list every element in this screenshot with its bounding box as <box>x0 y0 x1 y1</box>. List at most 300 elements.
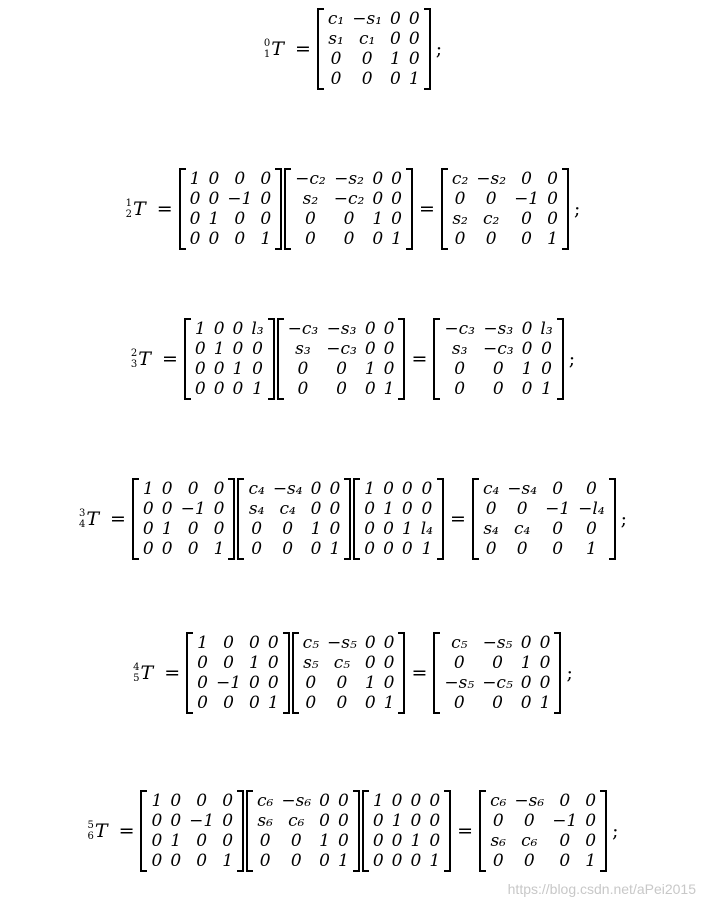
matrix-cell: −s₄ <box>507 479 538 499</box>
matrix-cell: 0 <box>454 189 466 209</box>
matrix-cell: 0 <box>196 851 208 871</box>
matrix-cell: −s₁ <box>352 9 383 29</box>
matrix-cell: 1 <box>142 479 154 499</box>
matrix-cell: 0 <box>372 189 384 209</box>
matrix-cell: c₁ <box>327 9 345 29</box>
transform-label <box>126 198 146 220</box>
matrix-cell: 0 <box>336 693 348 713</box>
equation-row <box>0 318 706 400</box>
matrix-cell: 0 <box>187 519 199 539</box>
matrix-cell: 0 <box>453 653 465 673</box>
matrix-cell: 0 <box>251 539 263 559</box>
transform-symbol: T <box>138 348 151 370</box>
matrix-cell: 0 <box>208 229 220 249</box>
frame-superscript: 3 <box>78 508 86 519</box>
matrix-cell: 1 <box>170 831 182 851</box>
matrix-cell: 0 <box>189 189 201 209</box>
matrix-cell: −s₆ <box>281 791 312 811</box>
matrix-cell: 0 <box>454 229 466 249</box>
matrix-cell: 0 <box>213 519 225 539</box>
matrix-cell: 1 <box>372 209 384 229</box>
matrix-cell: 1 <box>391 811 403 831</box>
matrix-cell: 0 <box>338 791 349 811</box>
transform-symbol: T <box>133 198 146 220</box>
matrix-cell: 0 <box>259 851 271 871</box>
matrix <box>433 632 561 714</box>
matrix-cell: 0 <box>310 479 322 499</box>
matrix-cell: 0 <box>390 69 401 89</box>
matrix-cell: −s₅ <box>444 673 475 693</box>
transform-symbol: T <box>94 820 108 842</box>
equals-sign: = <box>411 662 428 684</box>
matrix-cell: 0 <box>189 229 201 249</box>
matrix-cell: 0 <box>329 499 341 519</box>
matrix-cell: c₅ <box>302 633 320 653</box>
semicolon: ; <box>435 38 443 60</box>
matrix-cell: 0 <box>249 693 260 713</box>
matrix-cell: 0 <box>336 379 347 399</box>
matrix-cell: −s₆ <box>514 791 545 811</box>
matrix <box>184 318 275 400</box>
matrix-cell: −s₃ <box>483 319 514 339</box>
transform-symbol: T <box>140 662 154 684</box>
frame-superscript: 4 <box>133 662 140 673</box>
matrix-cell: −c₃ <box>326 339 357 359</box>
frame-subscript: 1 <box>263 49 271 60</box>
matrix-cell: 0 <box>521 339 533 359</box>
matrix-cell: 0 <box>372 811 384 831</box>
matrix-cell: 0 <box>170 811 182 831</box>
matrix-cell: 0 <box>520 673 532 693</box>
matrix-cell: 0 <box>410 791 422 811</box>
matrix-cell: c₆ <box>521 831 538 851</box>
matrix <box>186 632 290 714</box>
matrix-cell: 1 <box>408 69 420 89</box>
matrix-cell: 0 <box>151 851 163 871</box>
matrix-cell: 1 <box>401 519 413 539</box>
matrix-cell: 0 <box>290 831 302 851</box>
matrix-cell: 0 <box>361 69 373 89</box>
matrix-cell: 0 <box>297 359 309 379</box>
matrix-cell: 0 <box>364 633 376 653</box>
matrix-cell: 1 <box>585 539 597 559</box>
matrix-cell: 0 <box>361 49 373 69</box>
matrix <box>277 318 406 400</box>
matrix-cell: 0 <box>383 633 395 653</box>
matrix-cell: 0 <box>390 9 401 29</box>
matrix-cell: 0 <box>208 169 220 189</box>
matrix-cell: 0 <box>492 811 504 831</box>
matrix-cell: 0 <box>547 209 558 229</box>
matrix-cell: 1 <box>372 791 384 811</box>
matrix-cell: 0 <box>213 359 225 379</box>
matrix-cell: 1 <box>232 359 244 379</box>
matrix-cell: 0 <box>252 359 263 379</box>
matrix-cell: 0 <box>521 229 532 249</box>
matrix-cell: 0 <box>492 693 503 713</box>
frame-superscript: 5 <box>87 820 94 831</box>
matrix-cell: 0 <box>383 539 394 559</box>
semicolon: ; <box>612 820 619 842</box>
matrix-cell: 0 <box>197 673 208 693</box>
matrix-cell: 0 <box>485 189 497 209</box>
matrix-cell: 0 <box>197 693 208 713</box>
frame-superscript: 0 <box>263 38 271 49</box>
matrix-cell: 0 <box>383 519 394 539</box>
equals-sign: = <box>411 348 428 370</box>
matrix-cell: 1 <box>208 209 220 229</box>
matrix-cell: 0 <box>234 169 246 189</box>
matrix-cell: −1 <box>552 811 578 831</box>
matrix-cell: 1 <box>521 359 533 379</box>
matrix-cell: −c₃ <box>287 319 319 339</box>
frame-subscript: 6 <box>87 831 94 842</box>
matrix-cell: s₁ <box>328 29 344 49</box>
matrix-cell: 0 <box>196 791 208 811</box>
matrix-cell: 0 <box>485 539 497 559</box>
matrix-cell: 0 <box>336 359 347 379</box>
matrix-cell: 0 <box>520 633 532 653</box>
matrix-cell: l₃ <box>251 319 264 339</box>
matrix-cell: l₃ <box>540 319 553 339</box>
matrix-cell: 0 <box>364 693 376 713</box>
matrix-cell: 0 <box>297 379 309 399</box>
matrix-cell: 0 <box>585 831 597 851</box>
matrix-cell: 0 <box>194 339 206 359</box>
transform-symbol: T <box>86 508 99 530</box>
matrix-cell: s₃ <box>295 339 311 359</box>
matrix-cell: 0 <box>585 519 597 539</box>
matrix-cell: 0 <box>559 791 571 811</box>
matrix-cell: 0 <box>222 831 234 851</box>
matrix-cell: 0 <box>408 49 420 69</box>
matrix-cell: 0 <box>492 359 504 379</box>
matrix-cell: 0 <box>364 539 376 559</box>
matrix-cell: 1 <box>189 169 201 189</box>
matrix-cell: −s₄ <box>272 479 303 499</box>
matrix-cell: s₄ <box>248 499 265 519</box>
matrix-cell: 0 <box>213 319 225 339</box>
matrix-cell: 0 <box>196 831 208 851</box>
matrix-cell: 0 <box>410 851 422 871</box>
matrix-cell: 0 <box>187 479 199 499</box>
matrix-cell: c₁ <box>358 29 376 49</box>
matrix-cell: 1 <box>383 499 394 519</box>
matrix-cell: 0 <box>170 851 182 871</box>
matrix-cell: 0 <box>429 791 441 811</box>
matrix-cell: 0 <box>364 499 376 519</box>
semicolon: ; <box>566 662 573 684</box>
matrix-cell: 0 <box>151 831 163 851</box>
matrix-cell: −s₂ <box>476 169 507 189</box>
matrix-cell: 0 <box>223 633 234 653</box>
matrix-cell: 1 <box>391 229 402 249</box>
matrix-cell: 0 <box>343 209 355 229</box>
matrix-cell: 1 <box>260 229 272 249</box>
matrix-cell: 0 <box>547 189 558 209</box>
matrix-cell: −s₂ <box>334 169 364 189</box>
matrix-cell: 0 <box>330 49 342 69</box>
matrix-cell: 0 <box>343 229 355 249</box>
matrix-cell: 0 <box>492 379 504 399</box>
matrix-cell: 0 <box>259 831 271 851</box>
matrix-cell: 0 <box>552 479 564 499</box>
matrix-cell: 0 <box>391 209 402 229</box>
matrix-cell: 0 <box>222 791 234 811</box>
matrix-cell: 0 <box>521 379 533 399</box>
frame-subscript: 3 <box>130 359 138 370</box>
matrix-cell: 0 <box>330 69 342 89</box>
matrix-cell: 0 <box>485 499 497 519</box>
matrix-cell: 1 <box>390 49 401 69</box>
matrix-cell: 0 <box>541 359 552 379</box>
matrix-cell: c₆ <box>490 791 507 811</box>
matrix-cell: 0 <box>485 229 497 249</box>
matrix-cell: 0 <box>364 653 376 673</box>
matrix-cell: 0 <box>521 319 533 339</box>
frame-subscript: 5 <box>133 673 140 684</box>
matrix-cell: 0 <box>364 379 376 399</box>
matrix-cell: 1 <box>151 791 163 811</box>
matrix-cell: l₄ <box>420 519 434 539</box>
matrix-cell: 0 <box>552 539 564 559</box>
matrix <box>179 168 283 250</box>
matrix-cell: 0 <box>305 209 316 229</box>
matrix-cell: c₂ <box>451 169 469 189</box>
matrix-cell: −l₄ <box>578 499 605 519</box>
matrix-cell: c₄ <box>279 499 296 519</box>
matrix-cell: 0 <box>492 653 503 673</box>
equation-row <box>0 478 706 560</box>
matrix-cell: 1 <box>222 851 234 871</box>
matrix-cell: 0 <box>492 851 504 871</box>
matrix-cell: 0 <box>383 479 394 499</box>
matrix-cell: 1 <box>421 539 433 559</box>
matrix-cell: 0 <box>559 831 571 851</box>
matrix <box>353 478 444 560</box>
matrix-cell: 0 <box>421 499 433 519</box>
matrix-cell: s₃ <box>451 339 468 359</box>
matrix-cell: 0 <box>213 379 225 399</box>
matrix-cell: 0 <box>189 209 201 229</box>
matrix-cell: −1 <box>227 189 253 209</box>
matrix-cell: 0 <box>585 791 597 811</box>
matrix-cell: s₂ <box>302 189 319 209</box>
matrix-cell: 0 <box>336 673 348 693</box>
frame-subscript: 4 <box>78 519 86 530</box>
matrix-cell: s₆ <box>490 831 506 851</box>
matrix-cell: 0 <box>401 499 413 519</box>
matrix-cell: 0 <box>260 209 272 229</box>
matrix-cell: 0 <box>260 189 272 209</box>
transform-label <box>264 38 284 60</box>
matrix-cell: 0 <box>170 791 182 811</box>
matrix-cell: 0 <box>559 851 571 871</box>
matrix-cell: 0 <box>453 693 465 713</box>
matrix-cell: 0 <box>232 319 244 339</box>
matrix-cell: s₄ <box>483 519 499 539</box>
matrix-cell: −c₃ <box>444 319 475 339</box>
matrix-cell: c₆ <box>257 791 274 811</box>
matrix-cell: 0 <box>391 791 403 811</box>
matrix-cell: 1 <box>213 539 225 559</box>
transform-symbol: T <box>271 38 284 60</box>
matrix <box>284 168 413 250</box>
matrix-cell: 0 <box>383 339 395 359</box>
equation-row <box>0 790 706 872</box>
matrix-cell: 0 <box>383 673 395 693</box>
transform-label <box>133 662 153 684</box>
matrix-cell: −1 <box>545 499 571 519</box>
matrix-cell: 0 <box>282 539 294 559</box>
matrix-cell: 0 <box>516 499 528 519</box>
matrix-cell: 0 <box>364 339 376 359</box>
matrix-cell: 0 <box>521 209 532 229</box>
matrix-cell: 0 <box>319 851 330 871</box>
matrix-cell: 1 <box>267 693 279 713</box>
matrix-cell: 1 <box>383 379 395 399</box>
matrix-cell: 1 <box>429 851 441 871</box>
matrix-cell: 0 <box>249 633 260 653</box>
matrix-cell: 1 <box>364 359 376 379</box>
matrix-cell: 1 <box>310 519 322 539</box>
matrix-cell: 0 <box>234 229 246 249</box>
matrix-cell: 0 <box>305 673 317 693</box>
matrix-cell: 0 <box>383 653 395 673</box>
equals-sign: = <box>156 198 173 220</box>
matrix-cell: −c₅ <box>482 673 513 693</box>
equals-sign: = <box>450 508 466 530</box>
matrix-cell: 0 <box>541 339 552 359</box>
matrix-cell: −s₅ <box>482 633 513 653</box>
matrix-cell: −1 <box>514 189 540 209</box>
matrix-cell: 0 <box>329 479 341 499</box>
matrix-cell: 1 <box>383 693 395 713</box>
matrix <box>317 8 431 90</box>
matrix-cell: c₄ <box>514 519 531 539</box>
matrix-cell: −c₃ <box>483 339 514 359</box>
matrix-cell: 1 <box>410 831 422 851</box>
matrix-cell: −1 <box>180 499 206 519</box>
semicolon: ; <box>620 508 628 530</box>
matrix-cell: 0 <box>372 229 384 249</box>
matrix-cell: 0 <box>391 831 403 851</box>
equals-sign: = <box>118 820 135 842</box>
matrix-cell: 1 <box>541 379 552 399</box>
matrix-cell: 0 <box>161 539 173 559</box>
matrix-cell: 0 <box>539 633 551 653</box>
matrix-cell: 1 <box>197 633 208 653</box>
equals-sign: = <box>110 508 126 530</box>
matrix-cell: 0 <box>260 169 272 189</box>
matrix-cell: 0 <box>539 673 551 693</box>
matrix-cell: 0 <box>410 811 422 831</box>
matrix-cell: 0 <box>319 791 330 811</box>
matrix <box>441 168 569 250</box>
matrix-cell: 0 <box>364 319 376 339</box>
matrix-cell: 0 <box>454 359 466 379</box>
matrix-cell: 0 <box>282 519 294 539</box>
matrix-cell: 1 <box>252 379 263 399</box>
matrix-cell: 0 <box>142 519 154 539</box>
matrix-cell: 0 <box>142 539 154 559</box>
matrix-cell: −s₅ <box>327 633 357 653</box>
matrix-cell: 0 <box>372 831 384 851</box>
matrix-cell: 1 <box>213 339 225 359</box>
matrix <box>237 478 351 560</box>
matrix-cell: 0 <box>585 811 597 831</box>
matrix-cell: 0 <box>208 189 220 209</box>
matrix-cell: c₄ <box>248 479 265 499</box>
semicolon: ; <box>573 198 581 220</box>
matrix-cell: 0 <box>161 479 173 499</box>
matrix-cell: c₂ <box>482 209 500 229</box>
matrix-cell: 0 <box>383 319 395 339</box>
matrix-cell: 0 <box>391 851 403 871</box>
transform-label <box>131 348 151 370</box>
matrix-cell: 0 <box>222 811 234 831</box>
matrix-cell: 1 <box>249 653 260 673</box>
matrix-cell: 0 <box>401 479 413 499</box>
matrix-cell: 1 <box>194 319 206 339</box>
matrix-cell: 1 <box>329 539 341 559</box>
equals-sign: = <box>294 38 311 60</box>
matrix-cell: 0 <box>429 811 441 831</box>
matrix-cell: 0 <box>252 339 263 359</box>
matrix-cell: c₅ <box>451 633 468 653</box>
matrix-cell: 0 <box>408 9 420 29</box>
matrix-cell: 1 <box>520 653 532 673</box>
matrix-cell: 0 <box>390 29 401 49</box>
equals-sign: = <box>457 820 474 842</box>
matrix-cell: 0 <box>383 359 395 379</box>
equals-sign: = <box>161 348 178 370</box>
matrix-cell: −c₂ <box>333 189 365 209</box>
watermark: https://blog.csdn.net/aPei2015 <box>507 881 696 897</box>
matrix-cell: 0 <box>338 831 349 851</box>
matrix-cell: 0 <box>421 479 433 499</box>
matrix-cell: 0 <box>408 29 420 49</box>
matrix <box>132 478 236 560</box>
matrix <box>292 632 406 714</box>
matrix <box>433 318 563 400</box>
matrix <box>472 478 616 560</box>
matrix-cell: 0 <box>520 693 532 713</box>
matrix-cell: 1 <box>161 519 173 539</box>
matrix-cell: 0 <box>232 339 244 359</box>
frame-superscript: 2 <box>130 348 138 359</box>
matrix-cell: 0 <box>213 479 225 499</box>
matrix-cell: 0 <box>310 539 322 559</box>
equals-sign: = <box>419 198 435 220</box>
matrix-cell: 0 <box>552 519 564 539</box>
matrix-cell: 0 <box>539 653 551 673</box>
matrix-cell: −1 <box>189 811 215 831</box>
matrix-cell: 0 <box>194 359 206 379</box>
matrix-cell: s₅ <box>303 653 319 673</box>
matrix-cell: 0 <box>249 673 260 693</box>
matrix-cell: 0 <box>401 539 413 559</box>
matrix-cell: −1 <box>215 673 242 693</box>
matrix-cell: 0 <box>319 811 330 831</box>
matrix-cell: 0 <box>223 653 234 673</box>
matrix-cell: 0 <box>267 653 279 673</box>
matrix-cell: −c₂ <box>295 169 326 189</box>
matrix-cell: 0 <box>213 499 225 519</box>
matrix-cell: 0 <box>223 693 234 713</box>
matrix-cell: 0 <box>364 519 376 539</box>
transform-label <box>88 820 108 842</box>
